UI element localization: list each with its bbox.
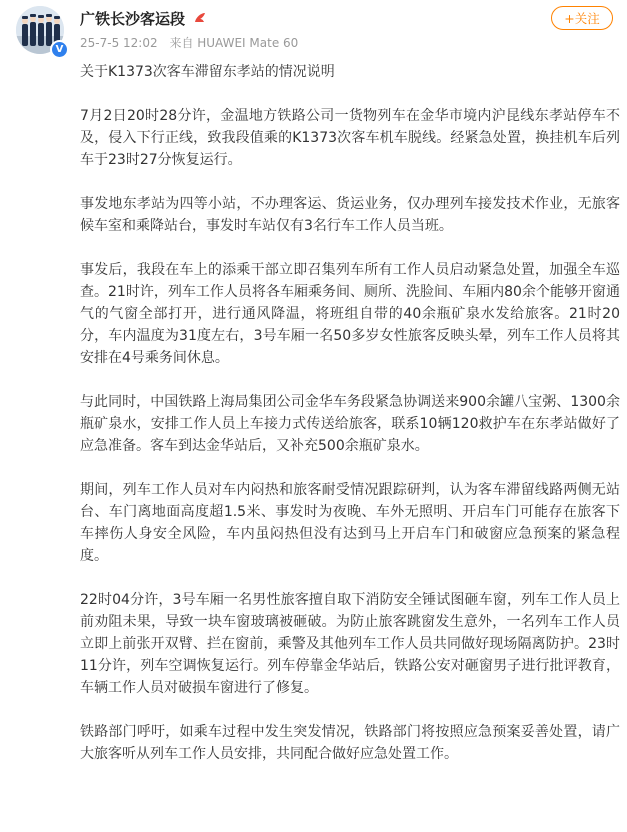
paragraph: 与此同时，中国铁路上海局集团公司金华车务段紧急协调送来900余罐八宝粥、1300余瓶矿泉水，安排工作人员上车接力式传送给旅客，联系10辆120救护车在东孝站做好了应急准备。客车到达金华站后，又补充500余瓶矿泉水。 [80,394,620,454]
post-date: 25-7-5 12:02 [80,36,158,50]
author-name[interactable]: 广铁长沙客运段 [80,10,186,28]
post-body [80,61,620,787]
verified-badge-icon: V [50,40,69,59]
follow-button[interactable]: +关注 [551,6,613,30]
post-header [0,0,627,60]
paragraph: 铁路部门呼吁，如乘车过程中发生突发情况，铁路部门将按照应急预案妥善处置，请广大旅客听从列车工作人员安排，共同配合做好应急处置工作。 [80,724,620,762]
membership-level-icon [192,10,208,26]
post-title: 关于K1373次客车滞留东孝站的情况说明 [80,64,335,80]
paragraph: 事发地东孝站为四等小站，不办理客运、货运业务，仅办理列车接发技术作业，无旅客候车室和乘降站台，事发时车站仅有3名行车工作人员当班。 [80,196,620,234]
paragraph: 事发后，我段在车上的添乘干部立即召集列车所有工作人员启动紧急处置，加强全车巡查。21时许，列车工作人员将各车厢乘务间、厕所、洗脸间、车厢内80余个能够开窗通气的气窗全部打开，进行通风降温，将班组自带的40余瓶矿泉水发给旅客。21时20分，车内温度为31度左右，3号车厢一名50多岁女性旅客反映头晕，列车工作人员将其安排在4号乘务间休息。 [80,262,620,366]
post-meta [80,34,306,51]
post-source: 来自 HUAWEI Mate 60 [169,36,299,50]
paragraph: 22时04分许，3号车厢一名男性旅客擅自取下消防安全锤试图砸车窗，列车工作人员上前劝阻未果，导致一块车窗玻璃被砸破。为防止旅客跳窗发生意外，一名列车工作人员立即上前张开双臂、拦在窗前，乘警及其他列车工作人员共同做好现场隔离防护。23时11分许，列车空调恢复运行。列车停靠金华站后，铁路公安对砸窗男子进行批评教育，车辆工作人员对破损车窗进行了修复。 [80,592,620,696]
paragraph: 7月2日20时28分许，金温地方铁路公司一货物列车在金华市境内沪昆线东孝站停车不及，侵入下行正线，致我段值乘的K1373次客车机车脱线。经紧急处置，换挂机车后列车于23时27分恢复运行。 [80,108,620,168]
paragraph: 期间，列车工作人员对车内闷热和旅客耐受情况跟踪研判，认为客车滞留线路两侧无站台、车门离地面高度超1.5米、事发时为夜晚、车外无照明、开启车门可能存在旅客下车摔伤人身安全风险，车内虽闷热但没有达到马上开启车门和破窗应急预案的紧急程度。 [80,482,620,564]
